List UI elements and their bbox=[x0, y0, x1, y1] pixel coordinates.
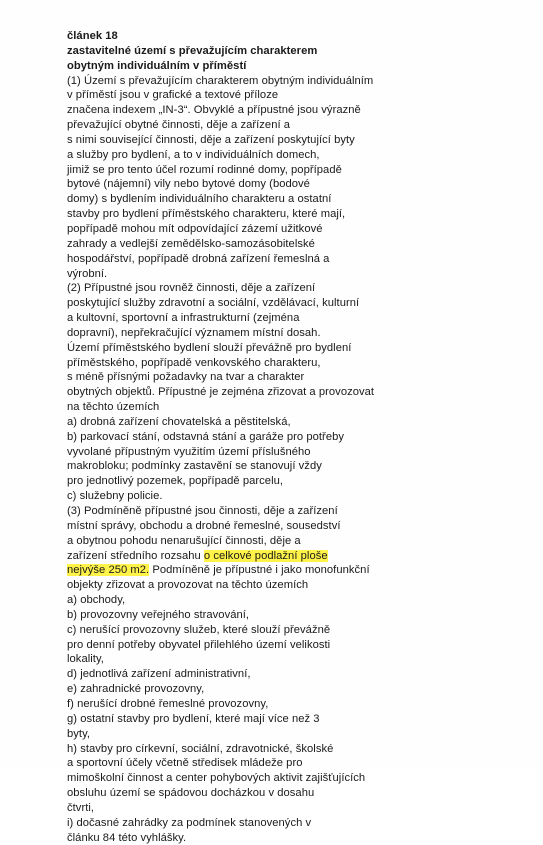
paragraph-block-1 bbox=[67, 74, 507, 549]
text-line: objekty zřizovat a provozovat na těchto územích bbox=[67, 579, 309, 592]
text-line: domy) s bydlením individuálního charakteru a ostatní bbox=[67, 193, 332, 206]
text-line: hospodářství, popřípadě drobná zařízení řemeslná a bbox=[67, 252, 330, 265]
text-line: bytové (nájemní) vily nebo bytové domy (bodové bbox=[67, 178, 310, 191]
text-line: makrobloku; podmínky zastavění se stanovují vždy bbox=[67, 460, 322, 473]
text-line: lokality, bbox=[67, 653, 104, 666]
text-line: a obytnou pohodu nenarušující činnosti, děje a bbox=[67, 534, 301, 547]
text-line: výrobní. bbox=[67, 267, 108, 280]
text-line: dopravní), nepřekračující významem místní dosah. bbox=[67, 326, 321, 339]
text-line: Území příměstského bydlení slouží převážně pro bydlení bbox=[67, 341, 352, 354]
text-line: i) dočasné zahrádky za podmínek stanovených v bbox=[67, 816, 312, 829]
text-line: článku 84 této vyhlášky. bbox=[67, 831, 187, 844]
text-line: d) jednotlivá zařízení administrativní, bbox=[67, 668, 251, 681]
text-line: s nimi související činnosti, děje a zařízení poskytující byty bbox=[67, 133, 355, 146]
text-line: s méně přísnými požadavky na tvar a charakter bbox=[67, 371, 305, 384]
text-line: (3) Podmíněně přípustné jsou činnosti, děje a zařízení bbox=[67, 505, 338, 517]
article-title-line-2: obytným individuálním v příměstí bbox=[67, 59, 247, 72]
article-text bbox=[67, 29, 507, 845]
text-line: a) drobná zařízení chovatelská a pěstitelská, bbox=[67, 415, 291, 428]
text-line: byty, bbox=[67, 727, 91, 740]
text-line: na těchto územích bbox=[67, 401, 160, 414]
highlighted-text-a: o celkové podlažní ploše bbox=[203, 549, 328, 562]
article-title-line-1: zastavitelné území s převažujícím charakterem bbox=[67, 44, 318, 57]
text-line: pro denní potřeby obyvatel přilehlého území velikosti bbox=[67, 638, 331, 651]
text-line: e) zahradnické provozovny, bbox=[67, 683, 205, 696]
paragraph-block-2 bbox=[67, 578, 507, 845]
text-line: b) provozovny veřejného stravování, bbox=[67, 608, 250, 621]
text-line: značena indexem „IN-3“. Obvyklé a přípustné jsou výrazně bbox=[67, 104, 361, 117]
text-line: jimiž se pro tento účel rozumí rodinné domy, popřípadě bbox=[67, 163, 342, 176]
text-line: a sportovní účely včetně středisek mládeže pro bbox=[67, 757, 303, 770]
text-line: c) služebny policie. bbox=[67, 490, 163, 503]
text-line: a) obchody, bbox=[67, 594, 126, 607]
text-line: g) ostatní stavby pro bydlení, které mají více než 3 bbox=[67, 712, 320, 725]
text-line: v příměstí jsou v grafické a textové příloze bbox=[67, 89, 279, 102]
text-line: čtvrti, bbox=[67, 801, 95, 814]
highlighted-line-a bbox=[67, 549, 507, 564]
text-line: poskytující služby zdravotní a sociální, vzdělávací, kulturní bbox=[67, 297, 360, 310]
text-line: zahrady a vedlejší zemědělsko-samozásobitelské bbox=[67, 237, 315, 250]
text-line: místní správy, obchodu a drobné řemeslné, sousedství bbox=[67, 519, 341, 532]
text-line: vyvolané přípustným využitím území příslušného bbox=[67, 445, 311, 458]
text-line: b) parkovací stání, odstavná stání a garáže pro potřeby bbox=[67, 430, 345, 443]
text-line: (1) Území s převažujícím charakterem obytným individuálním bbox=[67, 74, 374, 87]
article-heading: článek 18 bbox=[67, 30, 118, 42]
text-before-highlight: zařízení středního rozsahu bbox=[67, 549, 204, 562]
text-line: h) stavby pro církevní, sociální, zdravotnické, školské bbox=[67, 742, 334, 755]
text-line: příměstského, popřípadě venkovského charakteru, bbox=[67, 356, 321, 369]
text-line: a kultovní, sportovní a infrastrukturní (zejména bbox=[67, 312, 300, 325]
highlighted-line-b bbox=[67, 563, 507, 578]
text-line: obytných objektů. Přípustné je zejména zřizovat a provozovat bbox=[67, 386, 375, 399]
text-line: a služby pro bydlení, a to v individuálních domech, bbox=[67, 148, 320, 161]
text-line: f) nerušící drobné řemeslné provozovny, bbox=[67, 697, 269, 710]
text-line: obsluhu území se spádovou docházkou v dosahu bbox=[67, 787, 315, 800]
text-line: popřípadě mohou mít odpovídající zázemí užitkové bbox=[67, 222, 323, 235]
text-line: pro jednotlivý pozemek, popřípadě parcelu, bbox=[67, 475, 284, 488]
text-line: c) nerušící provozovny služeb, které slouží převážně bbox=[67, 623, 331, 636]
text-line: stavby pro bydlení příměstského charakteru, které mají, bbox=[67, 208, 346, 221]
text-line: mimoškolní činnost a center pohybových aktivit zajišťujících bbox=[67, 772, 366, 785]
text-after-highlight: Podmíněně je přípustné i jako monofunkční bbox=[149, 564, 370, 577]
text-line: (2) Přípustné jsou rovněž činnosti, děje a zařízení bbox=[67, 282, 316, 295]
highlighted-text-b: nejvýše 250 m2. bbox=[67, 564, 150, 577]
text-line: převažující obytné činnosti, děje a zařízení a bbox=[67, 119, 291, 132]
